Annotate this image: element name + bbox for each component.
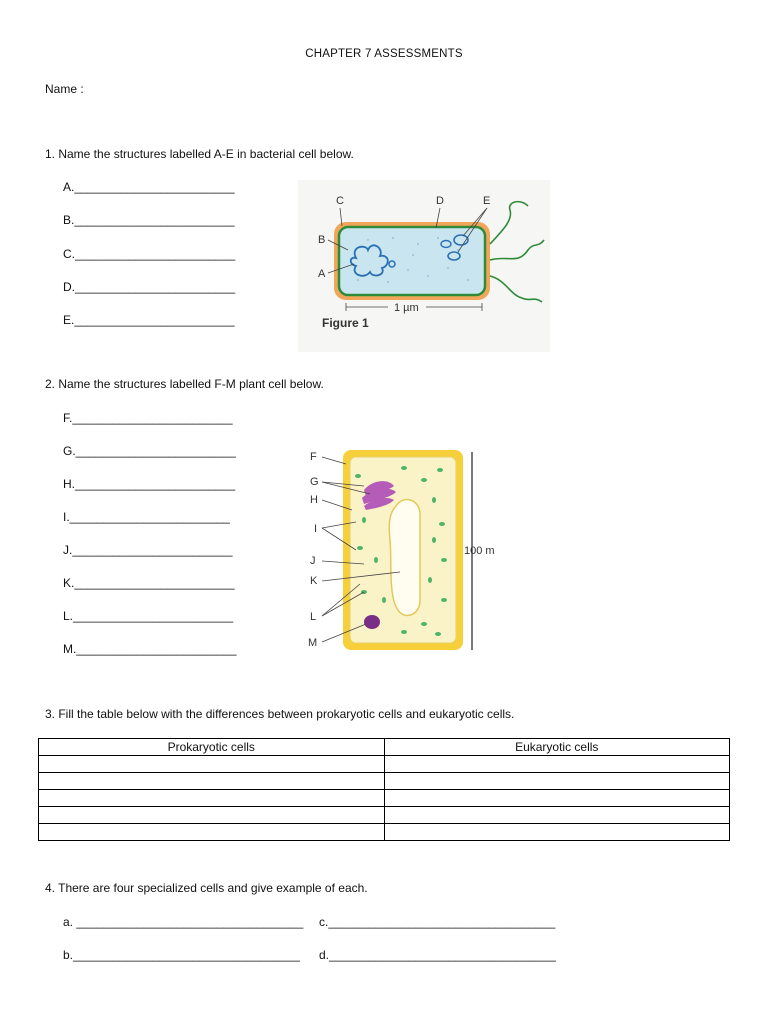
nucleus-shape [364,615,380,629]
question-1: 1. Name the structures labelled A-E in bacterial cell below. [45,147,354,161]
example-blank-d[interactable]: d.__________________________________ [319,948,556,962]
answer-blank-d[interactable]: D.________________________ [63,280,236,294]
table-row [39,807,730,824]
table-cell[interactable] [39,773,385,790]
example-blank-a[interactable]: a. __________________________________ [63,915,304,929]
table-cell[interactable] [384,773,730,790]
table-cell[interactable] [384,807,730,824]
label-i: I [314,523,318,535]
bacterial-cell-figure [298,180,550,352]
table-cell[interactable] [39,790,385,807]
example-blank-c[interactable]: c.__________________________________ [319,915,556,929]
question-4: 4. There are four specialized cells and give example of each. [45,881,368,895]
figure-caption: Figure 1 [322,316,369,330]
answer-blank-j[interactable]: J.________________________ [63,543,233,557]
table-cell[interactable] [384,756,730,773]
answer-blank-h[interactable]: H.________________________ [63,477,236,491]
answer-blank-a[interactable]: A.________________________ [63,180,235,194]
example-blank-b[interactable]: b.__________________________________ [63,948,300,962]
question-3: 3. Fill the table below with the differences between prokaryotic cells and eukaryotic cells. [45,707,515,721]
answer-blank-l[interactable]: L.________________________ [63,609,234,623]
label-m: M [308,637,318,649]
label-e: E [483,195,491,207]
label-a: A [318,268,326,280]
name-label: Name : [45,82,84,96]
label-g: G [310,476,319,488]
table-row [39,756,730,773]
vacuole-shape [389,500,420,616]
header-eukaryotic: Eukaryotic cells [384,739,730,756]
plant-cell-figure [300,440,510,660]
label-l: L [310,611,317,623]
answer-blank-m[interactable]: M.________________________ [63,642,237,656]
answer-blank-k[interactable]: K.________________________ [63,576,235,590]
label-j: J [310,555,316,567]
answer-blank-g[interactable]: G.________________________ [63,444,236,458]
answer-blank-b[interactable]: B.________________________ [63,213,235,227]
label-b: B [318,234,326,246]
table-cell[interactable] [384,824,730,841]
label-c: C [336,195,344,207]
label-f: F [310,451,317,463]
table-row [39,790,730,807]
question-2: 2. Name the structures labelled F-M plant cell below. [45,377,324,391]
label-h: H [310,494,318,506]
cell-membrane-shape [339,227,485,295]
differences-table [38,738,730,841]
scale-label: 1 µm [394,302,419,314]
answer-blank-e[interactable]: E.________________________ [63,313,235,327]
scale-label: 100 m [464,545,495,557]
table-cell[interactable] [39,756,385,773]
table-row [39,824,730,841]
table-row [39,773,730,790]
table-cell[interactable] [384,790,730,807]
table-cell[interactable] [39,807,385,824]
answer-blank-i[interactable]: I.________________________ [63,510,230,524]
label-k: K [310,575,318,587]
table-cell[interactable] [39,824,385,841]
table-header-row [39,739,730,756]
label-d: D [436,195,444,207]
answer-blank-f[interactable]: F.________________________ [63,411,233,425]
header-prokaryotic: Prokaryotic cells [39,739,385,756]
answer-blank-c[interactable]: C.________________________ [63,247,236,261]
page-title: CHAPTER 7 ASSESSMENTS [305,48,463,60]
